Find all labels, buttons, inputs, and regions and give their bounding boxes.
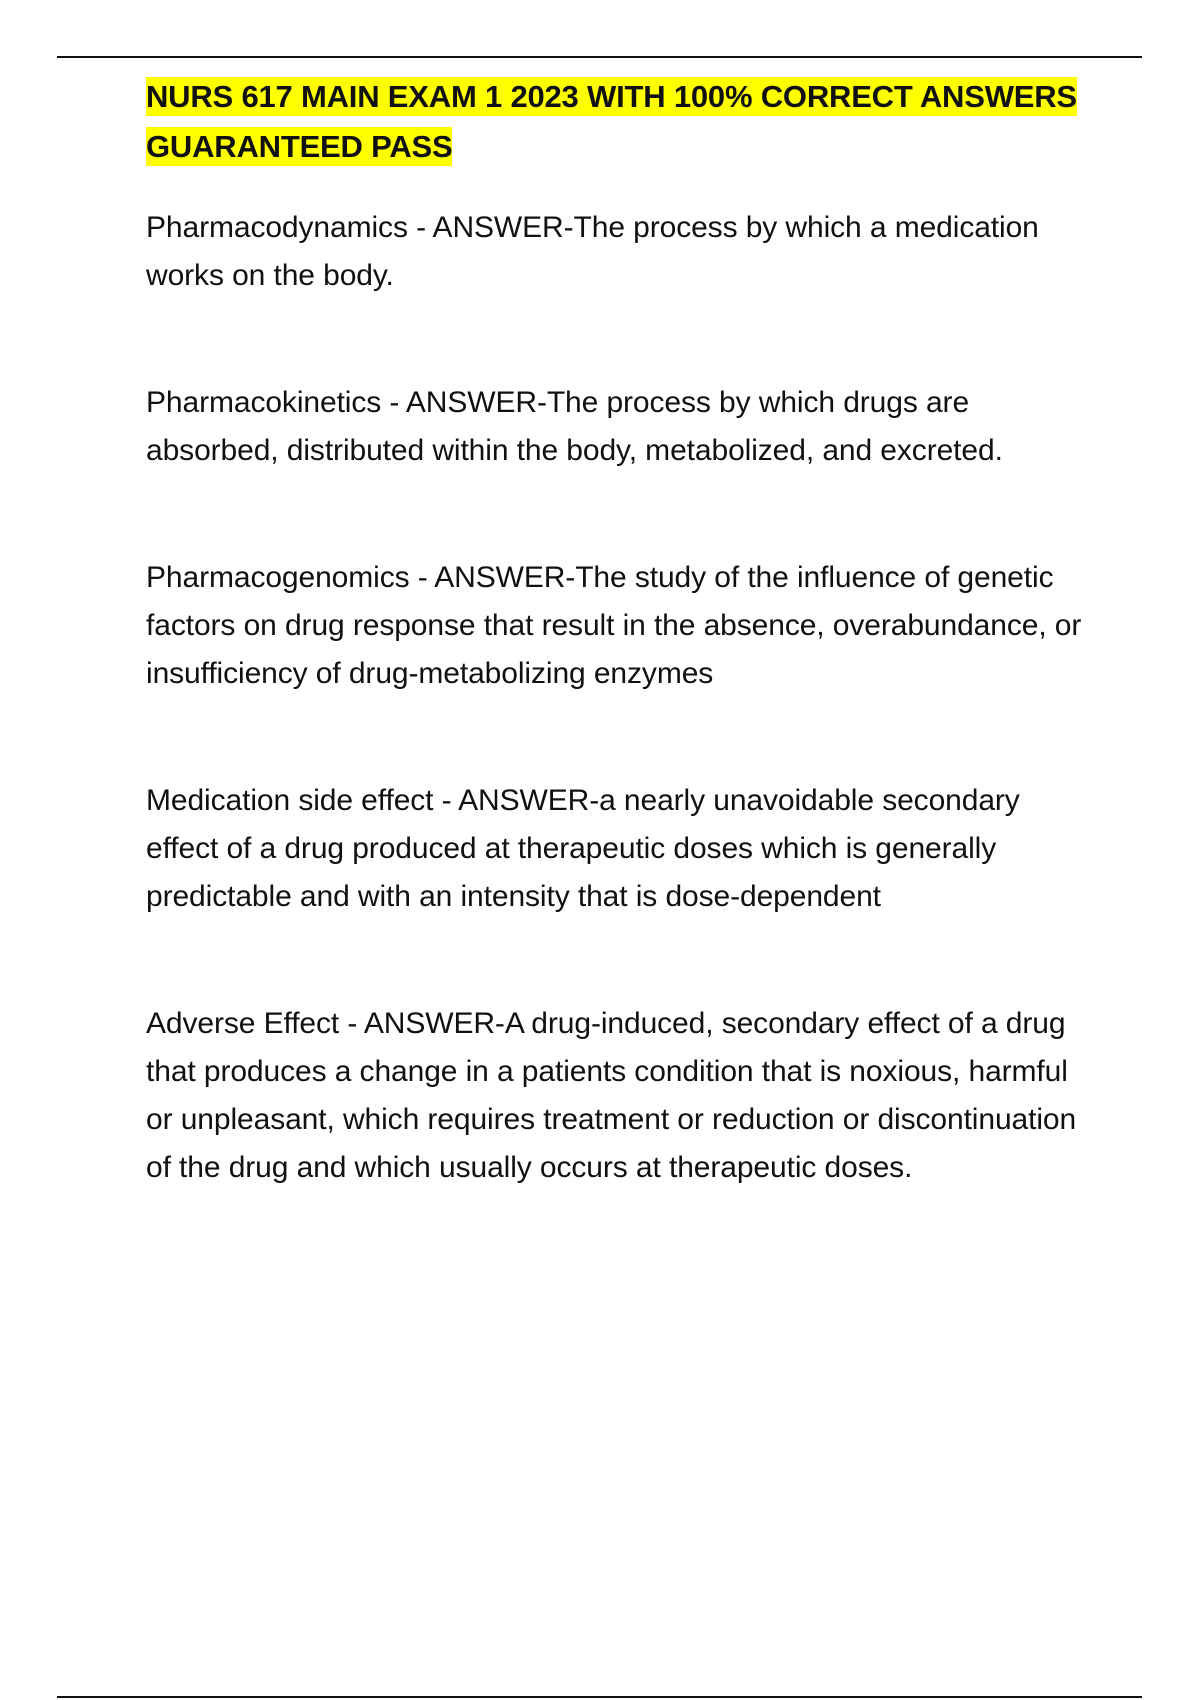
qa-entry-pharmacogenomics: Pharmacogenomics - ANSWER-The study of the influence of genetic factors on drug response that result in the absence, overabundance, or insufficiency of drug-metabolizing enzymes: [146, 561, 1082, 690]
title-highlight: NURS 617 MAIN EXAM 1 2023 WITH 100% CORRECT ANSWERS GUARANTEED PASS: [146, 79, 1077, 164]
qa-entry-pharmacokinetics: Pharmacokinetics - ANSWER-The process by which drugs are absorbed, distributed within the body, metabolized, and excreted.: [146, 386, 1003, 467]
qa-entry-medication-side-effect: Medication side effect - ANSWER-a nearly unavoidable secondary effect of a drug produced at therapeutic doses which is generally predictable and with an intensity that is dose-dependent: [146, 784, 1020, 913]
top-rule: [57, 56, 1142, 58]
qa-entry-adverse-effect: Adverse Effect - ANSWER-A drug-induced, secondary effect of a drug that produces a change in a patients condition that is noxious, harmful or unpleasant, which requires treatment or reduction or discontinuation of the drug and which usually occurs at therapeutic doses.: [146, 1007, 1077, 1184]
qa-entry-pharmacodynamics: Pharmacodynamics - ANSWER-The process by which a medication works on the body.: [146, 211, 1039, 292]
document-body: [146, 72, 1086, 1271]
bottom-rule: [57, 1696, 1142, 1698]
document-title: [146, 72, 1086, 172]
